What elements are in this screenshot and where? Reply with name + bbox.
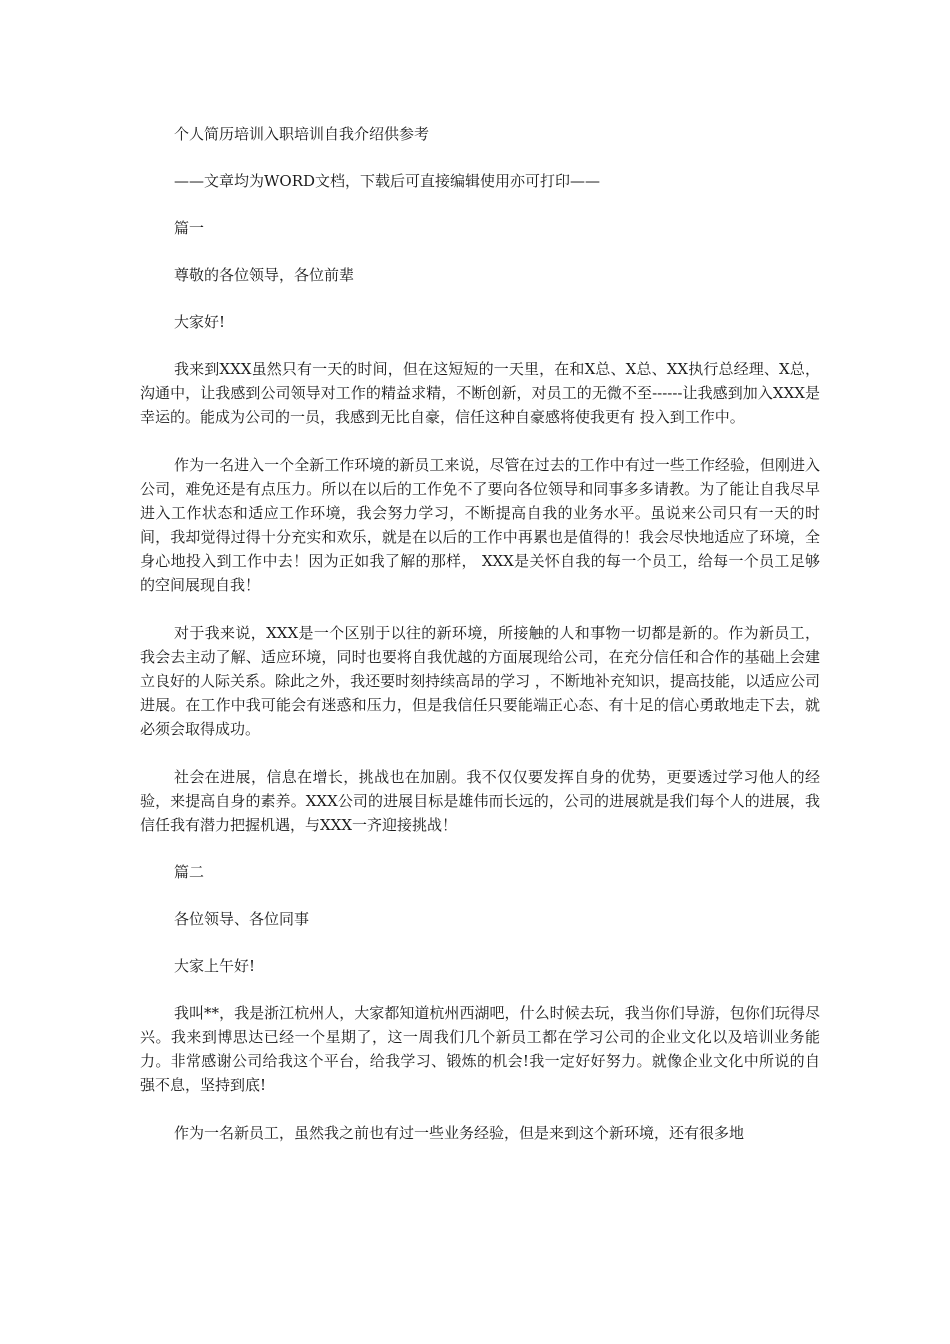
- greeting-1: 大家好!: [174, 313, 226, 331]
- section-heading-1: 篇一: [174, 219, 205, 237]
- body-paragraph: 我叫**，我是浙江杭州人，大家都知道杭州西湖吧，什么时候去玩，我当你们导游，包你们玩得尽兴。我来到博思达已经一个星期了，这一周我们几个新员工都在学习公司的企业文化以及培训业务能力。非常感谢公司给我这个平台，给我学习、锻炼的机会!我一定好好努力。就像企业文化中所说的自强不息，坚持到底!: [140, 1004, 820, 1094]
- salutation-2: 各位领导、各位同事: [174, 910, 310, 928]
- document-title: 个人简历培训入职培训自我介绍供参考: [174, 125, 430, 143]
- salutation-1: 尊敬的各位领导，各位前辈: [174, 266, 355, 284]
- body-paragraph: 我来到XXX虽然只有一天的时间，但在这短短的一天里，在和X总、X总、XX执行总经理、X总，沟通中，让我感到公司领导对工作的精益求精，不断创新，对员工的无微不至------让我感到加入XXX是幸运的。能成为公司的一员，我感到无比自豪，信任这种自豪感将使我更有 投入到工作中。: [140, 360, 820, 426]
- section-heading-2: 篇二: [174, 863, 205, 881]
- download-notice: ——文章均为WORD文档，下载后可直接编辑使用亦可打印——: [174, 172, 601, 190]
- body-paragraph: 对于我来说，XXX是一个区别于以往的新环境，所接触的人和事物一切都是新的。作为新员工，我会去主动了解、适应环境，同时也要将自我优越的方面展现给公司，在充分信任和合作的基础上会建立良好的人际关系。除此之外，我还要时刻持续高昂的学习 ，不断地补充知识，提高技能，以适应公司进展。在工作中我可能会有迷惑和压力，但是我信任只要能端正心态、有十足的信心勇敢地走下去，就必须会取得成功。: [140, 624, 820, 738]
- greeting-2: 大家上午好!: [174, 957, 256, 975]
- body-paragraph: 社会在进展，信息在增长，挑战也在加剧。我不仅仅要发挥自身的优势，更要透过学习他人的经验，来提高自身的素养。XXX公司的进展目标是雄伟而长远的，公司的进展就是我们每个人的进展，我信任我有潜力把握机遇，与XXX一齐迎接挑战！: [140, 768, 820, 834]
- document-page: [140, 122, 820, 1145]
- body-paragraph: 作为一名进入一个全新工作环境的新员工来说，尽管在过去的工作中有过一些工作经验，但刚进入公司，难免还是有点压力。所以在以后的工作免不了要向各位领导和同事多多请教。为了能让自我尽早进入工作状态和适应工作环境，我会努力学习，不断提高自我的业务水平。虽说来公司只有一天的时间，我却觉得过得十分充实和欢乐，就是在以后的工作中再累也是值得的！我会尽快地适应了环境，全身心地投入到工作中去！因为正如我了解的那样， XXX是关怀自我的每一个员工，给每一个员工足够的空间展现自我！: [140, 456, 820, 594]
- body-paragraph-truncated: 作为一名新员工，虽然我之前也有过一些业务经验，但是来到这个新环境，还有很多地: [174, 1124, 745, 1142]
